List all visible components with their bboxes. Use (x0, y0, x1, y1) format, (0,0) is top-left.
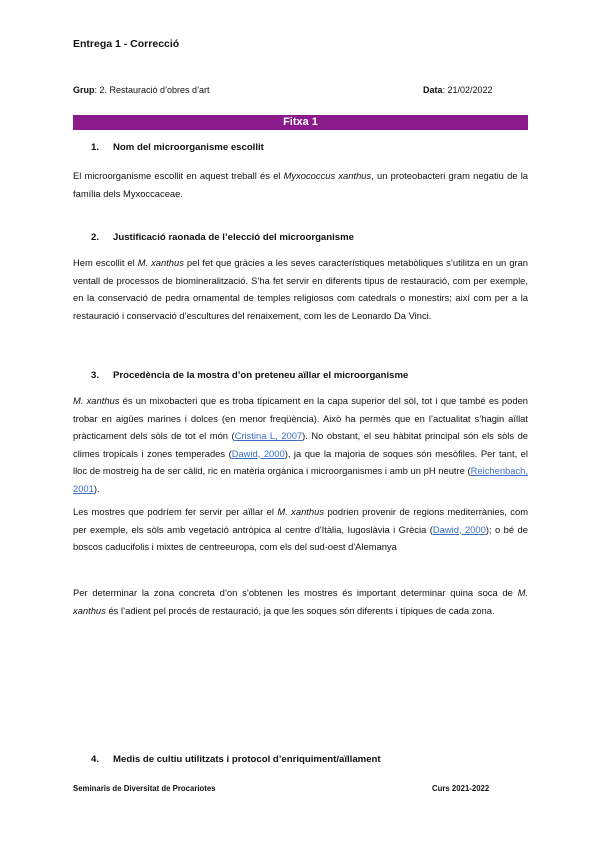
citation-link[interactable]: Dawid, 2000 (432, 523, 486, 535)
paragraph-1 (73, 167, 528, 202)
section-number: 3. (91, 370, 100, 381)
citation-link[interactable]: Reichenbach, 2001 (73, 465, 528, 494)
date-value: : 21/02/2022 (442, 85, 493, 95)
text-run: Per determinar la zona concreta d’on s’obtenen les mostres és important determinar quina soca de (73, 587, 518, 598)
section-title: Justificació raonada de l’elecció del microorganisme (113, 232, 354, 243)
section-number: 4. (91, 754, 100, 765)
text-run: , un proteobacteri gram negatiu de la família dels Myxoccaceae. (73, 170, 528, 199)
section-3-heading (91, 370, 408, 381)
paragraph-3 (73, 392, 528, 497)
section-2-heading (91, 232, 354, 243)
citation-link[interactable]: Cristina L, 2007 (234, 430, 303, 441)
section-1-heading (91, 142, 264, 153)
date-info (423, 85, 493, 95)
text-run: Hem escollit el (73, 257, 138, 268)
text-run: podrien provenir de regions mediterrànies, com per exemple, els sòls amb vegetació antròpica al centre d'Itàlia, Iugoslàvia i Grècia ( (73, 506, 529, 535)
text-run: El microorganisme escollit en aquest treball és el (73, 170, 284, 181)
species-name: M. xanthus (73, 395, 120, 406)
text-run: Les mostres que podríem fer servir per aïllar el (73, 506, 278, 517)
text-run: és l’adient pel procés de restauració, ja que les soques són diferents i típiques de cada zona. (105, 604, 495, 616)
document-header-title: Entrega 1 - Correcció (73, 38, 180, 50)
text-run: ); o bé de boscos caducifolis i mixtes de centreeuropa, com els del sud-oest d'Alemanya (73, 523, 528, 552)
date-label: Data (423, 85, 443, 95)
text-run: pel fet que gràcies a les seves característiques metabòliques s’utilitza en un gran ventall de processos de biomineralització. S’ha fet servir en diferents tipus de restauració, com per exemple, en la conservació de pedra ornamental de temples religiosos com catedrals o monestirs; així com per a la restauració i conservació d’escultures del renaixement, com les de Leonardo Da Vinci. (73, 257, 529, 321)
section-title: Medis de cultiu utilitzats i protocol d’enriquiment/aïllament (113, 754, 381, 765)
paragraph-5 (73, 584, 528, 619)
group-value: : 2. Restauració d’obres d’art (94, 85, 210, 95)
text-run: ), ja que la majoria de soques són mesòfiles. Per tant, el lloc de mostreig ha de ser càlid, ric en matèria orgànica i microorganismes i amb un pH neutre ( (73, 447, 528, 476)
text-run: és un mixobacteri que es troba típicament en la capa superior del sòl, tot i que també es poden trobar en aigües marines i dolces (en menor freqüència). Això ha permès que en l’actualitat s’hagin aïllat pràcticament dels sòls de tot el món ( (73, 395, 528, 441)
fitxa-title-bar: Fitxa 1 (73, 115, 528, 130)
section-title: Nom del microorganisme escollit (113, 142, 264, 153)
footer-course-name: Seminaris de Diversitat de Procariotes (73, 784, 216, 793)
citation-link[interactable]: Dawid, 2000 (231, 447, 285, 459)
section-number: 2. (91, 232, 100, 243)
group-info (73, 85, 210, 95)
text-run: ). No obstant, el seu hàbitat principal són els sòls de climes tropicals i zones temperades ( (73, 430, 528, 459)
text-run: ). (93, 482, 100, 494)
footer-academic-year: Curs 2021-2022 (432, 784, 490, 793)
paragraph-4 (73, 503, 528, 556)
species-name: Myxococcus xanthus (283, 170, 372, 181)
species-name: M. xanthus (277, 506, 325, 517)
section-4-heading (91, 754, 381, 765)
species-name: M. xanthus (137, 257, 184, 268)
paragraph-2 (73, 254, 528, 324)
group-label: Grup (73, 85, 95, 95)
section-number: 1. (91, 142, 100, 153)
section-title: Procedència de la mostra d’on preteneu aïllar el microorganisme (113, 370, 409, 381)
species-name: M. xanthus (73, 587, 528, 616)
